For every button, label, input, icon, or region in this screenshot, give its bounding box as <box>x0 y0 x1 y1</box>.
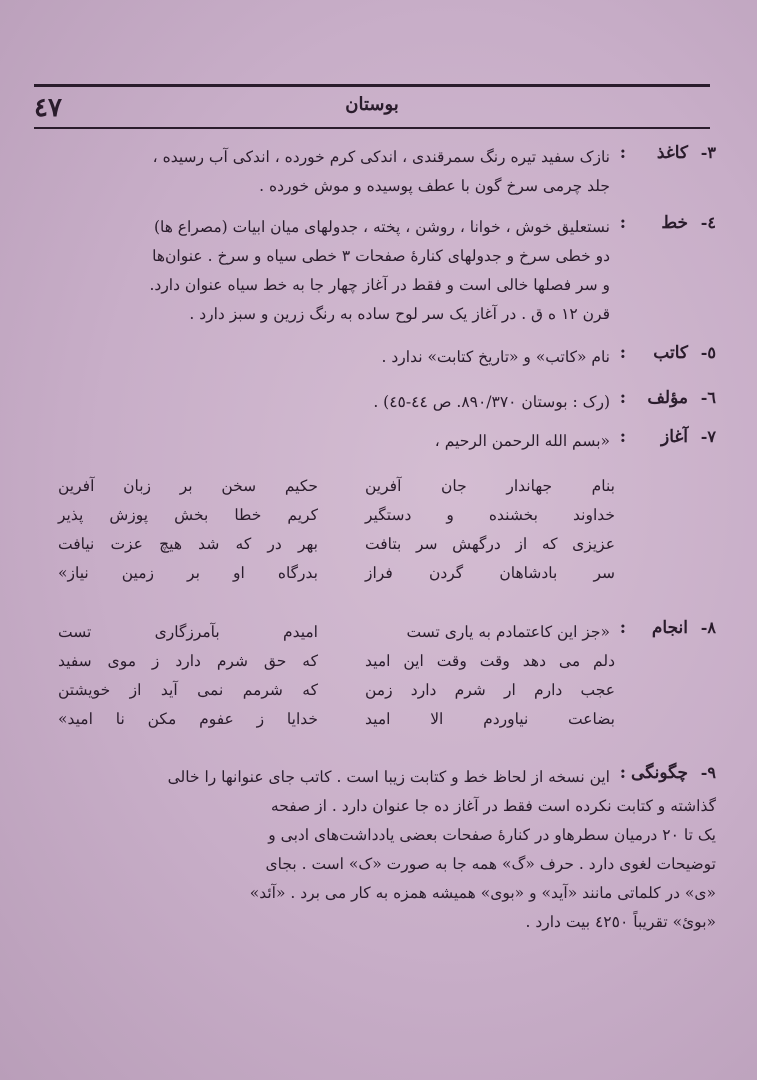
entry-colon: : <box>619 143 626 163</box>
entry-number: ٥- <box>700 343 716 362</box>
verse-column-right <box>365 647 615 734</box>
entry-number: ٣- <box>700 143 716 162</box>
body-line: توضیحات لغوی دارد . حرف «گ» همه جا به صورت «ک» است . بجای <box>265 855 716 873</box>
verse-line: امیدم بآمرزگاری تست <box>58 623 318 641</box>
body-line: نستعلیق خوش ، خوانا ، روشن ، پخته ، جدولهای میان ابیات (مصراع ها) <box>153 218 610 236</box>
verse-line: بضاعت نیاوردم الا امید <box>365 710 615 728</box>
verse-line: عجب دارم ار شرم دارد زمن <box>365 681 615 699</box>
verse-line: بدرگاه او بر زمین نیاز» <box>58 564 318 582</box>
body-line: دو خطی سرخ و جدولهای کنارهٔ صفحات ٣ خطی سیاه و سرخ . عنوان‌ها <box>152 247 610 265</box>
page-number: ٤٧ <box>34 93 62 123</box>
body-line: (رک : بوستان ٨٩٠/٣٧٠. ص ٤٤-٤٥) . <box>373 393 610 411</box>
entry-number: ٩- <box>700 763 716 782</box>
body-line: «جز این کاعتمادم به یاری تست <box>406 623 610 641</box>
verse-line: بنام جهاندار جان آفرین <box>365 477 615 495</box>
entry-number: ٦- <box>700 388 716 407</box>
verse-line: بهر در که شد هیچ عزت نیافت <box>58 535 318 553</box>
entry-body <box>30 427 610 456</box>
body-line: این نسخه از لحاظ خط و کتابت زیبا است . کاتب جای عنوانها را خالی <box>167 768 610 786</box>
entry-label: انجام <box>651 618 688 638</box>
entry-label: آغاز <box>660 427 688 447</box>
verse-line: حکیم سخن بر زبان آفرین <box>58 477 318 495</box>
entry-colon: : <box>619 343 626 363</box>
body-line: «ی» در کلماتی مانند «آید» و «بوی» همیشه همزه به کار می برد . «آئد» <box>249 884 716 902</box>
running-title: بوستان <box>345 94 399 115</box>
entry-label: کاتب <box>653 343 688 363</box>
body-line: «بسم الله الرحمن الرحیم ، <box>434 432 610 450</box>
entry-label: خط <box>661 213 688 233</box>
entry-body <box>30 388 610 417</box>
verse-line: که شرمم نمی آید از خویشتن <box>58 681 318 699</box>
verse-line: خدایا ز عفوم مکن نا امید» <box>58 710 318 728</box>
entry-colon: : <box>619 618 626 638</box>
entry-label: مؤلف <box>647 388 688 408</box>
entry-number: ٤- <box>700 213 716 232</box>
entry-number: ٧- <box>700 427 716 446</box>
entry-label: كاغذ <box>656 143 688 163</box>
verse-line: که حق شرم دارد ز موی سفید <box>58 652 318 670</box>
verse-column-left <box>58 472 318 588</box>
body-line: «بوئ» تقریباً ٤٢٥٠ بیت دارد . <box>525 913 716 931</box>
entry-colon: : <box>619 388 626 408</box>
verse-line: سر بادشاهان گردن فراز <box>365 564 615 582</box>
verse-column-right <box>365 472 615 588</box>
verse-line: دلم می دهد وقت وقت این امید <box>365 652 615 670</box>
entry-colon: : <box>619 427 626 447</box>
body-line: گذاشته و کتابت نکرده است فقط در آغاز ده جا عنوان دارد . از صفحه <box>270 797 716 815</box>
body-line: نام «کاتب» و «تاریخ کتابت» ندارد . <box>381 348 610 366</box>
entry-body <box>30 343 610 372</box>
entry-body <box>30 763 716 937</box>
entry-colon: : <box>619 213 626 233</box>
entry-body <box>340 618 610 647</box>
verse-column-left <box>58 618 318 734</box>
body-line: نازک سفید تیره رنگ سمرقندی ، اندکی کرم خورده ، اندکی آب رسیده ، <box>152 148 610 166</box>
entry-body <box>30 213 610 329</box>
body-line: و سر فصلها خالی است و فقط در آغاز چهار جا به خط سیاه عنوان دارد. <box>149 276 610 294</box>
entry-body <box>30 143 610 201</box>
body-line: یک تا ٢٠ درمیان سطرهاو در کنارهٔ صفحات بعضی یادداشت‌های ادبی و <box>268 826 716 844</box>
verse-line: کریم خطا بخش پوزش پذیر <box>58 506 318 524</box>
page-header <box>34 84 710 129</box>
body-line: قرن ١٢ ه ق . در آغاز یک سر لوح ساده به رنگ زرین و سبز دارد . <box>189 305 610 323</box>
verse-line: خداوند بخشنده و دستگیر <box>365 506 615 524</box>
body-line: جلد چرمی سرخ گون با عطف پوسیده و موش خورده . <box>259 177 610 195</box>
entry-number: ٨- <box>700 618 716 637</box>
verse-line: عزیزی که از درگهش سر بتافت <box>365 535 615 553</box>
entry-label: چگونگی <box>631 763 688 783</box>
entry-colon: : <box>619 763 626 783</box>
